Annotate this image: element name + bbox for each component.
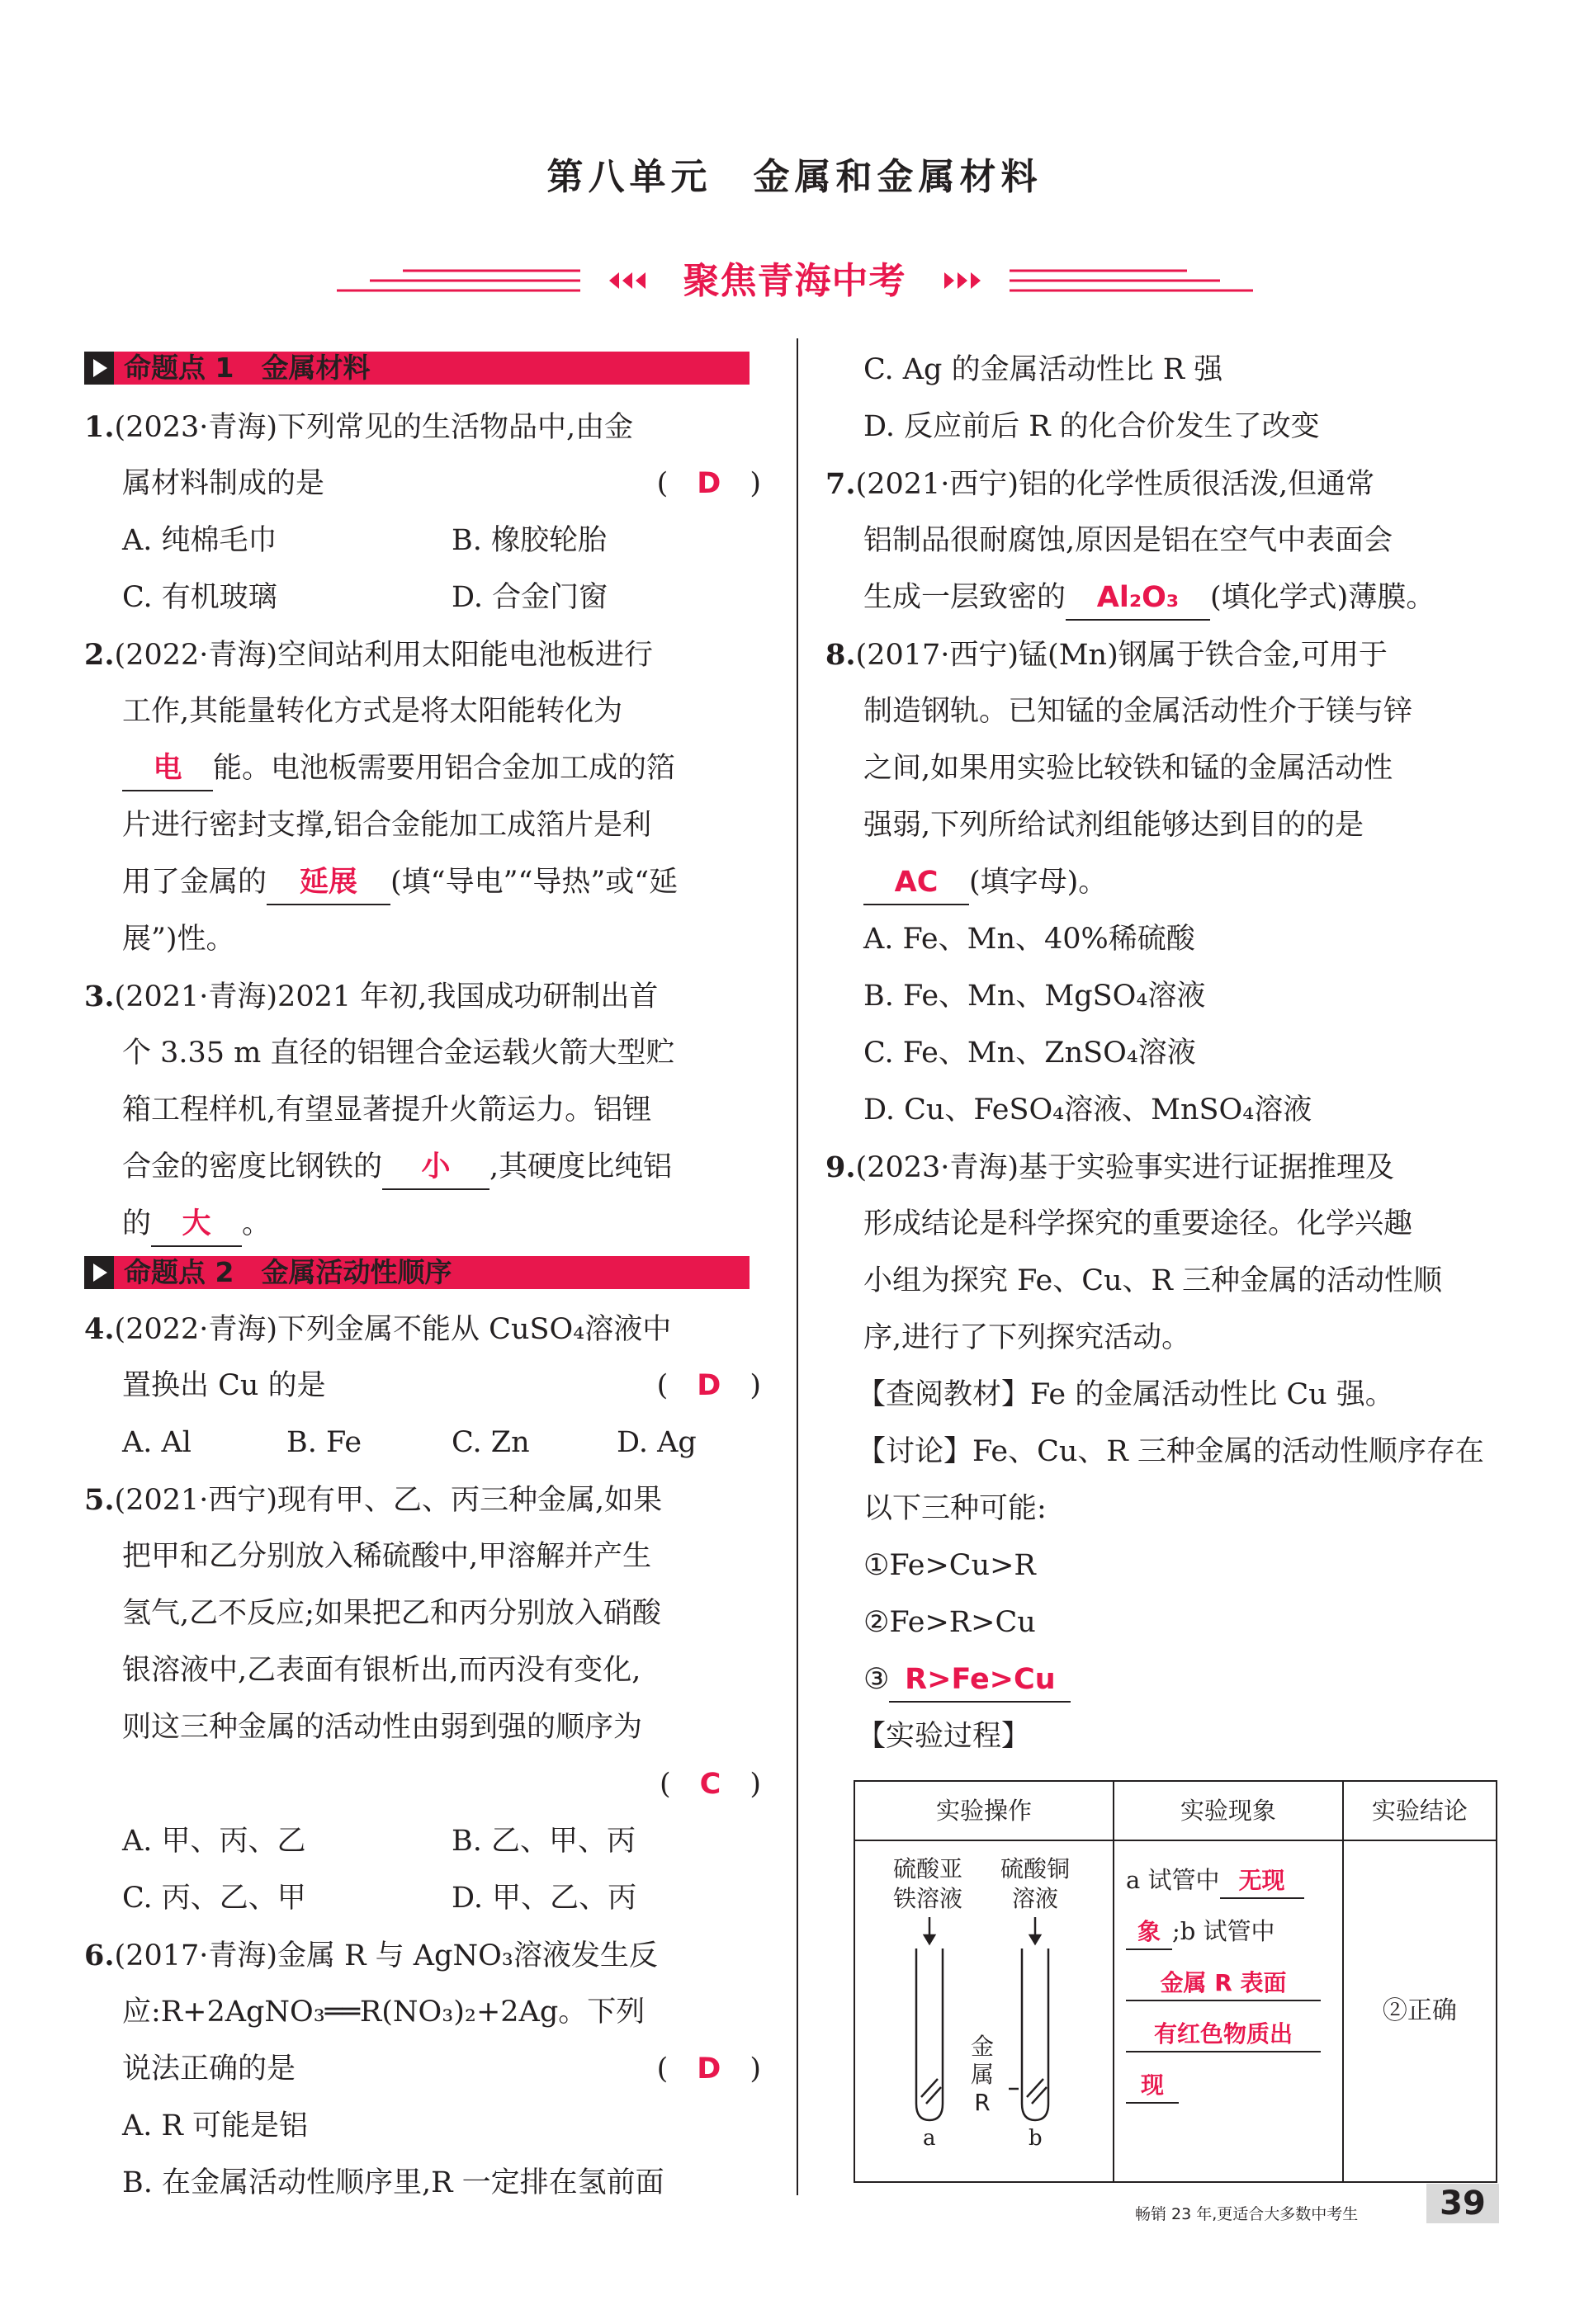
phenomenon-text: ;b 试管中 xyxy=(1172,1917,1275,1945)
question-number: 4. xyxy=(84,1312,115,1346)
answer-value: D xyxy=(697,1369,721,1402)
answer-blank: Al₂O₃ xyxy=(1066,576,1210,621)
option-d: D. 合金门窗 xyxy=(452,581,608,614)
question-text: 序,进行了下列探究活动。 xyxy=(863,1321,1191,1354)
metal-label: 金 xyxy=(971,2033,995,2060)
option-d: D. 甲、乙、丙 xyxy=(452,1882,637,1915)
process-heading: 【实验过程】 xyxy=(857,1720,1031,1753)
tube-a-label: 铁溶液 xyxy=(893,1885,963,1912)
option-d: D. Ag xyxy=(617,1426,697,1459)
question-text: 之间,如果用实验比较铁和锰的金属活动性 xyxy=(863,752,1393,785)
discuss-text: 【讨论】Fe、Cu、R 三种金属的活动性顺序存在 xyxy=(857,1435,1484,1468)
question-text: (2023·青海)基于实验事实进行证据推理及 xyxy=(855,1151,1395,1184)
option-c: C. Zn xyxy=(452,1426,530,1459)
option-a: A. Fe、Mn、40%稀硫酸 xyxy=(863,923,1195,956)
answer-paren: ( D ) xyxy=(656,467,761,500)
page-title: 第八单元 金属和金属材料 xyxy=(546,156,1043,198)
question-text: (2021·西宁)现有甲、乙、丙三种金属,如果 xyxy=(114,1484,663,1517)
question-text: 片进行密封支撑,铝合金能加工成箔片是利 xyxy=(122,809,652,842)
section-header-2: 命题点 2 金属活动性顺序 xyxy=(84,1256,750,1289)
question-text: (2017·西宁)锰(Mn)钢属于铁合金,可用于 xyxy=(855,639,1388,672)
option-c: C. 丙、乙、甲 xyxy=(122,1882,306,1915)
column-divider xyxy=(797,338,798,2195)
phenomenon-text: a 试管中 xyxy=(1126,1866,1220,1894)
question-number: 6. xyxy=(84,1939,115,1972)
option-c: C. Fe、Mn、ZnSO₄溶液 xyxy=(863,1037,1196,1070)
answer-blank: 小 xyxy=(382,1145,489,1190)
option-a: A. 纯棉毛巾 xyxy=(122,524,277,557)
page-number: 39 xyxy=(1426,2184,1499,2223)
tube-a-letter: a xyxy=(923,2126,936,2151)
footer-slogan: 畅销 23 年,更适合大多数中考生 xyxy=(1135,2205,1359,2223)
tube-b-letter: b xyxy=(1029,2126,1043,2151)
question-number: 3. xyxy=(84,980,115,1013)
answer-blank: 无现 xyxy=(1220,1864,1304,1899)
answer-value: C xyxy=(699,1768,721,1801)
answer-paren: ( D ) xyxy=(656,1369,761,1402)
option-b: B. Fe xyxy=(286,1426,362,1459)
answer-blank: AC xyxy=(863,861,969,905)
question-text: 展”)性。 xyxy=(122,923,235,956)
option-b: B. 在金属活动性顺序里,R 一定排在氢前面 xyxy=(122,2166,664,2199)
metal-label: 属 xyxy=(971,2061,995,2088)
conclusion-cell: ②正确 xyxy=(1343,1840,1497,2182)
question-text: 银溶液中,乙表面有银析出,而丙没有变化, xyxy=(122,1654,641,1687)
question-text: 工作,其能量转化方式是将太阳能转化为 xyxy=(122,695,623,728)
option-c: C. 有机玻璃 xyxy=(122,581,277,614)
answer-paren: ( C ) xyxy=(660,1768,761,1801)
question-number: 8. xyxy=(825,638,856,672)
play-arrow-icon xyxy=(84,352,114,385)
option-a: A. 甲、丙、乙 xyxy=(122,1825,306,1858)
question-text: 箱工程样机,有望显著提升火箭运力。铝锂 xyxy=(122,1094,652,1127)
answer-blank: 延展 xyxy=(267,861,390,905)
header-operation: 实验操作 xyxy=(854,1781,1114,1840)
question-number: 5. xyxy=(84,1483,115,1517)
possibility-1: ①Fe>Cu>R xyxy=(863,1549,1036,1582)
answer-blank: 有红色物质出 xyxy=(1126,2018,1321,2052)
answer-blank: 金属 R 表面 xyxy=(1126,1967,1321,2001)
header-phenomenon: 实验现象 xyxy=(1114,1781,1343,1840)
tube-a-label: 硫酸亚 xyxy=(893,1855,963,1882)
question-text: 用了金属的 xyxy=(122,866,267,899)
question-text: 小组为探究 Fe、Cu、R 三种金属的活动性顺 xyxy=(863,1264,1443,1297)
question-text: 强弱,下列所给试剂组能够达到目的的是 xyxy=(863,809,1364,842)
question-number: 7. xyxy=(825,467,856,501)
question-text: (填字母)。 xyxy=(969,866,1108,899)
question-text: (2023·青海)下列常见的生活物品中,由金 xyxy=(114,411,634,444)
consult-text: 【查阅教材】Fe 的金属活动性比 Cu 强。 xyxy=(857,1378,1394,1411)
question-text: (2017·青海)金属 R 与 AgNO₃溶液发生反 xyxy=(114,1939,658,1972)
question-text: 能。电池板需要用铝合金加工成的箔 xyxy=(213,752,676,785)
question-text: 铝制品很耐腐蚀,原因是铝在空气中表面会 xyxy=(863,524,1393,557)
possibility-3: ③ xyxy=(863,1663,890,1696)
tube-b-label: 硫酸铜 xyxy=(1000,1855,1071,1882)
operation-cell xyxy=(854,1840,1114,2182)
answer-blank: 象 xyxy=(1126,1915,1172,1950)
discuss-text: 以下三种可能: xyxy=(863,1492,1047,1525)
option-b: B. 乙、甲、丙 xyxy=(452,1825,636,1858)
answer-blank: 现 xyxy=(1126,2069,1179,2104)
question-text: 个 3.35 m 直径的铝锂合金运载火箭大型贮 xyxy=(122,1037,675,1070)
metal-label: R xyxy=(974,2089,991,2116)
question-text: 氢气,乙不反应;如果把乙和丙分别放入硝酸 xyxy=(122,1597,661,1630)
answer-value: D xyxy=(697,467,721,500)
option-b: B. Fe、Mn、MgSO₄溶液 xyxy=(863,980,1206,1013)
answer-blank: 电 xyxy=(122,747,213,791)
possibility-2: ②Fe>R>Cu xyxy=(863,1606,1036,1639)
question-number: 9. xyxy=(825,1150,856,1184)
question-text: 说法正确的是 xyxy=(122,2052,296,2085)
question-text: 生成一层致密的 xyxy=(863,581,1066,614)
question-number: 1. xyxy=(84,410,115,444)
phenomenon-cell xyxy=(1114,1840,1343,2182)
question-text: (填化学式)薄膜。 xyxy=(1210,581,1435,614)
question-text: (填“导电”“导热”或“延 xyxy=(390,866,679,899)
tube-b-label: 溶液 xyxy=(1012,1885,1059,1912)
question-text: 属材料制成的是 xyxy=(122,467,325,500)
question-text: (2022·青海)下列金属不能从 CuSO₄溶液中 xyxy=(114,1313,672,1346)
question-text: 的 xyxy=(122,1207,152,1240)
option-d: D. Cu、FeSO₄溶液、MnSO₄溶液 xyxy=(863,1094,1312,1127)
question-number: 2. xyxy=(84,638,115,672)
banner-title: 聚焦青海中考 xyxy=(683,260,906,302)
question-text: 置换出 Cu 的是 xyxy=(122,1369,326,1402)
question-text: (2021·西宁)铝的化学性质很活泼,但通常 xyxy=(855,468,1375,501)
section-header-1: 命题点 1 金属材料 xyxy=(84,352,750,385)
option-c: C. Ag 的金属活动性比 R 强 xyxy=(863,353,1223,386)
option-b: B. 橡胶轮胎 xyxy=(452,524,607,557)
question-text: 形成结论是科学探究的重要途径。化学兴趣 xyxy=(863,1207,1413,1240)
answer-blank: R>Fe>Cu xyxy=(889,1658,1071,1703)
question-text: ,其硬度比纯铝 xyxy=(489,1150,673,1183)
question-text: 把甲和乙分别放入稀硫酸中,甲溶解并产生 xyxy=(122,1540,652,1573)
answer-value: D xyxy=(697,2052,721,2085)
question-text: 制造钢轨。已知锰的金属活动性介于镁与锌 xyxy=(863,695,1413,728)
play-arrow-icon xyxy=(84,1256,114,1289)
option-a: A. Al xyxy=(122,1426,192,1459)
option-d: D. 反应前后 R 的化合价发生了改变 xyxy=(863,410,1320,443)
experiment-table xyxy=(854,1780,1497,2183)
option-a: A. R 可能是铝 xyxy=(122,2109,309,2142)
question-text: 合金的密度比钢铁的 xyxy=(122,1150,383,1183)
question-text: (2021·青海)2021 年初,我国成功研制出首 xyxy=(114,980,659,1013)
question-text: (2022·青海)空间站利用太阳能电池板进行 xyxy=(114,639,654,672)
question-text: 应:R+2AgNO₃══R(NO₃)₂+2Ag。下列 xyxy=(122,1996,646,2029)
answer-paren: ( D ) xyxy=(656,2052,761,2085)
question-text: 则这三种金属的活动性由弱到强的顺序为 xyxy=(122,1711,643,1744)
question-text: 。 xyxy=(242,1207,272,1240)
test-tubes-diagram xyxy=(855,1841,1113,2181)
answer-blank: 大 xyxy=(151,1202,242,1247)
header-conclusion: 实验结论 xyxy=(1343,1781,1497,1840)
